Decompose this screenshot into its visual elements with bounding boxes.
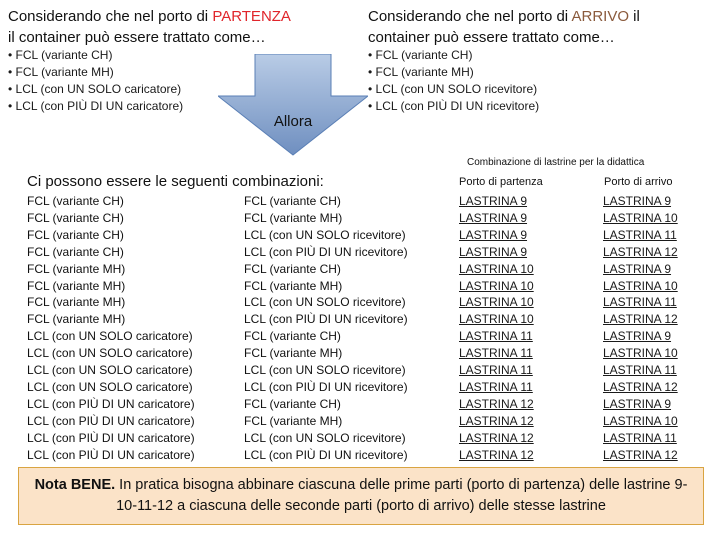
- left-title-suffix: il container può essere trattato come…: [8, 29, 266, 46]
- combination-departure: FCL (variante CH): [27, 227, 124, 242]
- left-bullet-item: • FCL (variante CH): [8, 47, 183, 64]
- lastrina-arrival-link[interactable]: LASTRINA 12: [603, 244, 678, 259]
- combination-departure: FCL (variante MH): [27, 295, 126, 310]
- lastrina-departure-link[interactable]: LASTRINA 11: [459, 379, 533, 394]
- lastrina-departure-link[interactable]: LASTRINA 12: [459, 447, 534, 462]
- lastrina-departure-link[interactable]: LASTRINA 10: [459, 261, 534, 276]
- lastrine-departure-column: [459, 193, 534, 464]
- lastrine-arrival-header: Porto di arrivo: [604, 176, 673, 188]
- left-bullet-list: [8, 47, 183, 115]
- lastrina-departure-link[interactable]: LASTRINA 12: [459, 413, 534, 428]
- lastrina-arrival-link[interactable]: LASTRINA 9: [603, 194, 672, 208]
- combination-arrival: LCL (con PIÙ DI UN ricevitore): [244, 379, 408, 394]
- lastrina-departure-link[interactable]: LASTRINA 11: [459, 329, 533, 344]
- left-bullet-item: • FCL (variante MH): [8, 64, 183, 81]
- lastrina-arrival-link[interactable]: LASTRINA 12: [603, 379, 678, 394]
- left-bullet-item: • LCL (con UN SOLO caricatore): [8, 81, 183, 98]
- lastrina-arrival-link[interactable]: LASTRINA 11: [603, 430, 677, 445]
- note-box: [18, 467, 704, 525]
- combination-arrival: LCL (con UN SOLO ricevitore): [244, 430, 406, 445]
- right-bullet-item: • FCL (variante MH): [368, 64, 539, 81]
- combinations-arrival-column: [244, 193, 408, 464]
- combination-arrival: FCL (variante CH): [244, 329, 341, 344]
- combination-departure: FCL (variante MH): [27, 261, 126, 276]
- lastrina-departure-link[interactable]: LASTRINA 12: [459, 396, 534, 411]
- right-bullet-list: [368, 47, 539, 115]
- lastrina-arrival-link[interactable]: LASTRINA 10: [603, 413, 678, 428]
- left-title-prefix: Considerando che nel porto di: [8, 8, 213, 25]
- combination-arrival: LCL (con PIÙ DI UN ricevitore): [244, 312, 408, 327]
- lastrina-departure-link[interactable]: LASTRINA 10: [459, 312, 534, 327]
- lastrina-departure-link[interactable]: LASTRINA 12: [459, 430, 534, 445]
- combination-departure: FCL (variante MH): [27, 278, 126, 293]
- combinations-departure-column: [27, 193, 195, 464]
- note-text: In pratica bisogna abbinare ciascuna delle prime parti (porto di partenza) delle lastrine 9-10-11-12 a ciascuna delle seconde parti (porto di arrivo) delle stesse lastrine: [115, 477, 688, 514]
- combination-arrival: FCL (variante MH): [244, 210, 343, 225]
- right-title: [368, 6, 708, 48]
- lastrina-arrival-link[interactable]: LASTRINA 12: [603, 447, 678, 462]
- right-title-suffix-inline: il: [629, 8, 640, 25]
- combination-arrival: LCL (con UN SOLO ricevitore): [244, 295, 406, 310]
- combination-departure: FCL (variante CH): [27, 244, 124, 259]
- lastrina-arrival-link[interactable]: LASTRINA 11: [603, 227, 677, 242]
- combination-arrival: FCL (variante MH): [244, 413, 343, 428]
- right-title-suffix: container può essere trattato come…: [368, 29, 615, 46]
- right-title-prefix: Considerando che nel porto di: [368, 8, 572, 25]
- lastrina-arrival-link[interactable]: LASTRINA 10: [603, 278, 678, 293]
- right-bullet-item: • FCL (variante CH): [368, 47, 539, 64]
- lastrina-arrival-link[interactable]: LASTRINA 12: [603, 312, 678, 327]
- combination-departure: LCL (con UN SOLO caricatore): [27, 379, 193, 394]
- note-bold: Nota BENE.: [34, 477, 116, 493]
- down-arrow-icon: [218, 54, 368, 156]
- arrow-label: Allora: [273, 113, 313, 130]
- lastrina-arrival-link[interactable]: LASTRINA 11: [603, 363, 677, 378]
- combination-arrival: FCL (variante MH): [244, 346, 343, 361]
- combination-departure: LCL (con PIÙ DI UN caricatore): [27, 447, 195, 462]
- lastrina-departure-link[interactable]: LASTRINA 9: [459, 194, 528, 208]
- combination-departure: FCL (variante MH): [27, 312, 126, 327]
- combination-departure: FCL (variante CH): [27, 210, 124, 225]
- combination-departure: LCL (con PIÙ DI UN caricatore): [27, 430, 195, 445]
- combination-arrival: FCL (variante CH): [244, 261, 341, 276]
- left-title: [8, 6, 338, 48]
- combination-departure: LCL (con UN SOLO caricatore): [27, 346, 193, 361]
- lastrine-heading: Combinazione di lastrine per la didattica: [467, 157, 645, 168]
- lastrina-arrival-link[interactable]: LASTRINA 9: [603, 329, 672, 344]
- lastrine-departure-header: Porto di partenza: [459, 176, 543, 188]
- lastrina-departure-link[interactable]: LASTRINA 10: [459, 295, 534, 310]
- combination-arrival: LCL (con UN SOLO ricevitore): [244, 363, 406, 378]
- lastrina-arrival-link[interactable]: LASTRINA 11: [603, 295, 677, 310]
- combination-departure: LCL (con UN SOLO caricatore): [27, 363, 193, 378]
- right-bullet-item: • LCL (con PIÙ DI UN ricevitore): [368, 98, 539, 115]
- combination-arrival: FCL (variante CH): [244, 396, 341, 411]
- lastrina-departure-link[interactable]: LASTRINA 11: [459, 363, 533, 378]
- combination-arrival: FCL (variante MH): [244, 278, 343, 293]
- combination-departure: LCL (con UN SOLO caricatore): [27, 329, 193, 344]
- combination-departure: FCL (variante CH): [27, 194, 124, 208]
- combination-arrival: LCL (con UN SOLO ricevitore): [244, 227, 406, 242]
- left-bullet-item: • LCL (con PIÙ DI UN caricatore): [8, 98, 183, 115]
- lastrina-departure-link[interactable]: LASTRINA 9: [459, 244, 528, 259]
- lastrine-arrival-column: [603, 193, 678, 464]
- right-bullet-item: • LCL (con UN SOLO ricevitore): [368, 81, 539, 98]
- right-title-highlight: ARRIVO: [571, 8, 629, 25]
- combination-arrival: FCL (variante CH): [244, 194, 341, 208]
- combination-departure: LCL (con PIÙ DI UN caricatore): [27, 413, 195, 428]
- lastrina-arrival-link[interactable]: LASTRINA 9: [603, 261, 672, 276]
- left-title-highlight: PARTENZA: [212, 8, 291, 25]
- combinations-heading: Ci possono essere le seguenti combinazioni:: [27, 173, 324, 190]
- lastrina-arrival-link[interactable]: LASTRINA 10: [603, 210, 678, 225]
- combination-departure: LCL (con PIÙ DI UN caricatore): [27, 396, 195, 411]
- lastrina-departure-link[interactable]: LASTRINA 9: [459, 227, 528, 242]
- lastrina-arrival-link[interactable]: LASTRINA 9: [603, 396, 672, 411]
- lastrina-departure-link[interactable]: LASTRINA 9: [459, 210, 528, 225]
- lastrina-departure-link[interactable]: LASTRINA 10: [459, 278, 534, 293]
- combination-arrival: LCL (con PIÙ DI UN ricevitore): [244, 447, 408, 462]
- lastrina-arrival-link[interactable]: LASTRINA 10: [603, 346, 678, 361]
- combination-arrival: LCL (con PIÙ DI UN ricevitore): [244, 244, 408, 259]
- lastrina-departure-link[interactable]: LASTRINA 11: [459, 346, 533, 361]
